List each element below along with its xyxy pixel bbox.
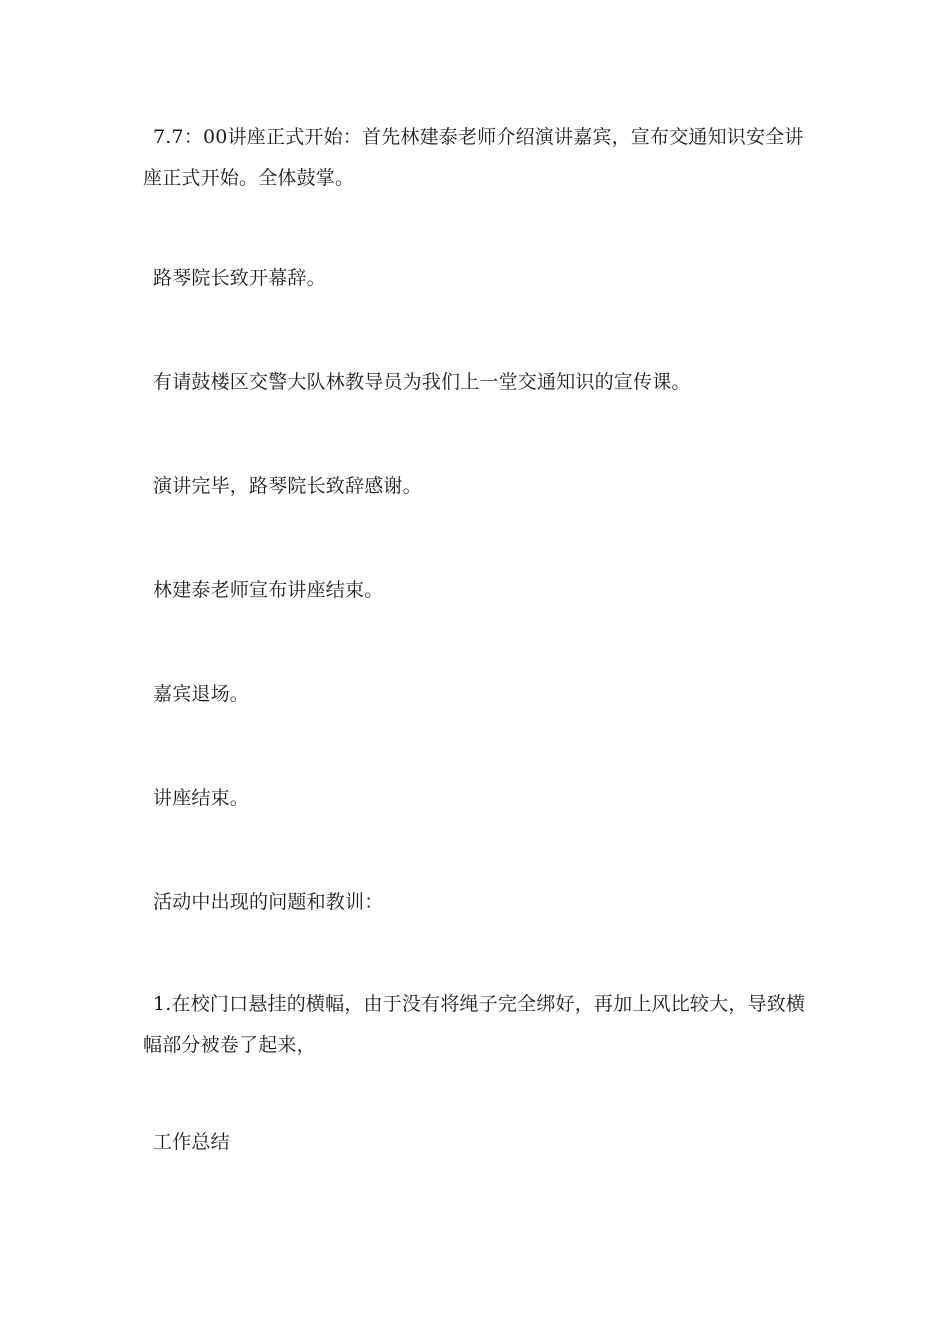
paragraph-thanks: 演讲完毕，路琴院长致辞感谢。 xyxy=(153,475,422,497)
paragraph-lecture-start: 7.7：00讲座正式开始：首先林建泰老师介绍演讲嘉宾，宣布交通知识安全讲座正式开始。全体鼓掌。 xyxy=(143,126,804,189)
paragraph-issues-heading: 活动中出现的问题和教训： xyxy=(153,891,384,913)
paragraph-guests-exit: 嘉宾退场。 xyxy=(153,683,250,705)
paragraph-invite-speaker: 有请鼓楼区交警大队林教导员为我们上一堂交通知识的宣传课。 xyxy=(153,371,691,393)
paragraph-issue-1: 1.在校门口悬挂的横幅，由于没有将绳子完全绑好，再加上风比较大，导致横幅部分被卷了起来， xyxy=(143,993,806,1056)
paragraph-announce-end: 林建泰老师宣布讲座结束。 xyxy=(153,579,384,601)
paragraph-opening-speech: 路琴院长致开幕辞。 xyxy=(153,267,326,289)
paragraph-work-summary: 工作总结 xyxy=(153,1131,230,1153)
paragraph-lecture-end: 讲座结束。 xyxy=(153,787,250,809)
